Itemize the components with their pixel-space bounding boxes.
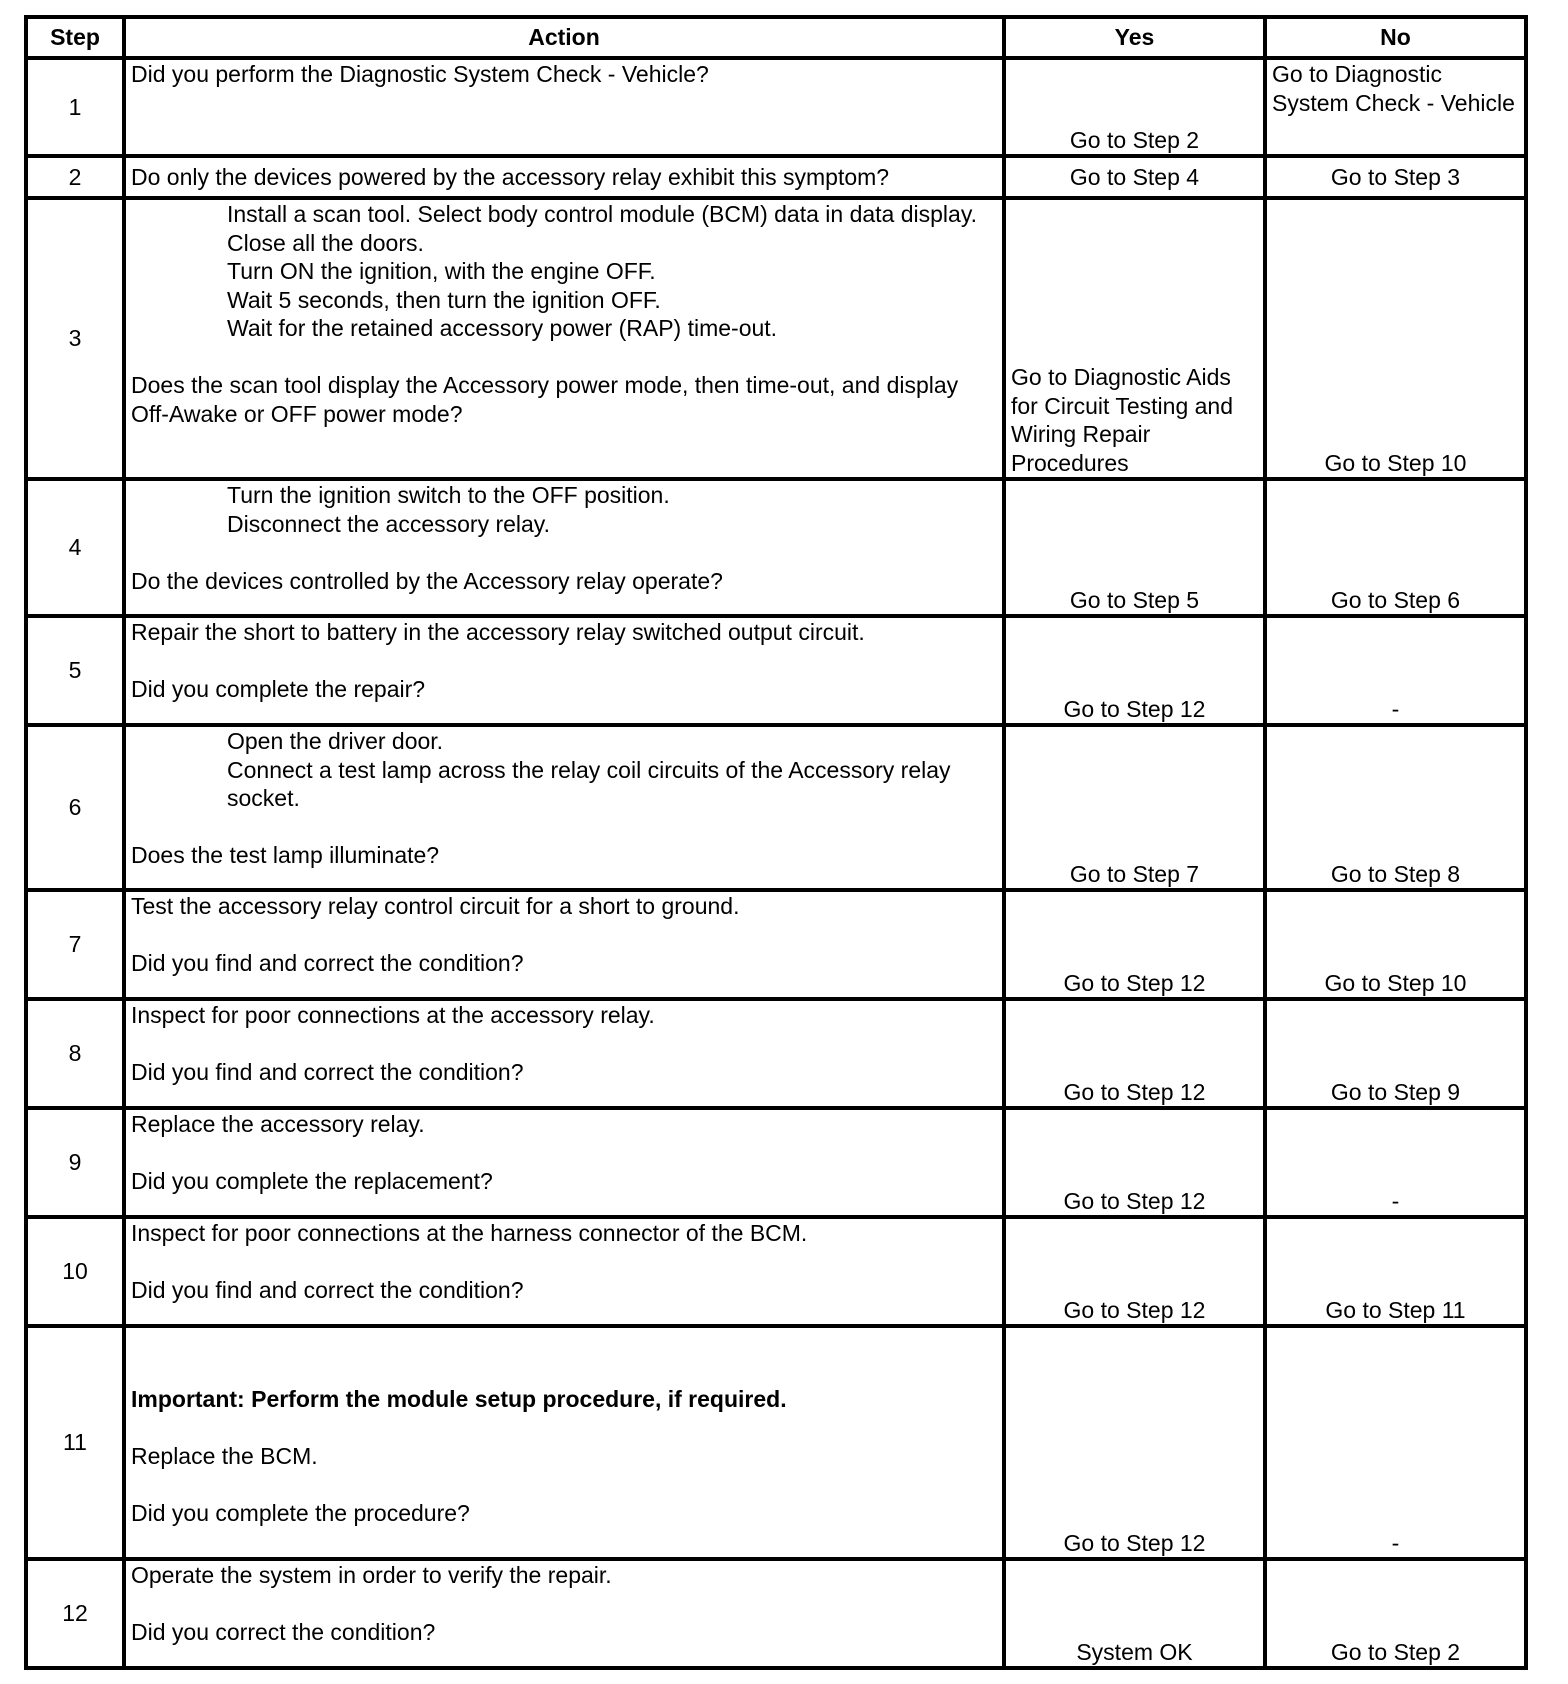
no-cell: - [1265, 1108, 1526, 1217]
action-text: Test the accessory relay control circuit for a short to ground. [131, 893, 740, 919]
spacer [131, 1139, 997, 1168]
spacer [131, 1357, 997, 1386]
spacer [131, 1414, 997, 1443]
yes-cell: Go to Step 7 [1004, 725, 1265, 890]
action-question: Does the scan tool display the Accessory power mode, then time-out, and display Off-Awake or OFF power mode? [131, 372, 959, 427]
step-number: 8 [26, 999, 124, 1108]
table-row [26, 999, 1526, 1108]
action-cell [124, 58, 1004, 156]
action-substep: Turn the ignition switch to the OFF position. [227, 482, 670, 508]
action-substep: Connect a test lamp across the relay coil circuits of the Accessory relay socket. [227, 756, 951, 811]
action-substep: Turn ON the ignition, with the engine OFF. [227, 258, 656, 284]
header-yes: Yes [1004, 17, 1265, 58]
step-number: 6 [26, 725, 124, 890]
action-substep: Wait 5 seconds, then turn the ignition OFF. [227, 286, 661, 313]
table-row [26, 890, 1526, 999]
action-question: Did you complete the procedure? [131, 1500, 470, 1526]
action-question: Did you complete the replacement? [131, 1168, 493, 1194]
action-question: Did you find and correct the condition? [131, 1059, 524, 1085]
yes-cell: Go to Step 12 [1004, 616, 1265, 725]
spacer [131, 647, 997, 676]
spacer [131, 813, 997, 842]
step-number: 2 [26, 156, 124, 198]
action-substep: Close all the doors. [227, 229, 424, 256]
yes-cell: Go to Step 12 [1004, 890, 1265, 999]
step-number: 9 [26, 1108, 124, 1217]
no-cell: Go to Step 8 [1265, 725, 1526, 890]
step-number: 3 [26, 198, 124, 479]
header-step: Step [26, 17, 124, 58]
action-question: Do the devices controlled by the Accessory relay operate? [131, 567, 723, 594]
action-cell [124, 1108, 1004, 1217]
step-number: 1 [26, 58, 124, 156]
table-row [26, 198, 1526, 479]
yes-cell: Go to Step 12 [1004, 999, 1265, 1108]
action-text: Repair the short to battery in the accessory relay switched output circuit. [131, 619, 865, 645]
no-cell: - [1265, 1326, 1526, 1559]
step-number: 4 [26, 479, 124, 616]
no-cell: Go to Step 2 [1265, 1559, 1526, 1668]
action-text: Inspect for poor connections at the harness connector of the BCM. [131, 1220, 808, 1246]
step-number: 11 [26, 1326, 124, 1559]
action-substep: Disconnect the accessory relay. [227, 510, 550, 537]
action-cell [124, 1559, 1004, 1668]
step-number: 5 [26, 616, 124, 725]
action-text: Replace the accessory relay. [131, 1111, 425, 1137]
yes-cell: System OK [1004, 1559, 1265, 1668]
action-text: Inspect for poor connections at the accessory relay. [131, 1002, 655, 1028]
table-row [26, 58, 1526, 156]
table-row [26, 1326, 1526, 1559]
action-cell [124, 999, 1004, 1108]
action-cell [124, 1217, 1004, 1326]
table-row [26, 1559, 1526, 1668]
action-question: Did you complete the repair? [131, 676, 426, 702]
spacer [131, 1471, 997, 1500]
action-substep: Wait for the retained accessory power (RAP) time-out. [227, 315, 778, 341]
no-cell: Go to Step 11 [1265, 1217, 1526, 1326]
no-cell: Go to Step 10 [1265, 198, 1526, 479]
yes-cell: Go to Step 5 [1004, 479, 1265, 616]
action-substep: Install a scan tool. Select body control module (BCM) data in data display. [227, 201, 978, 227]
no-cell: Go to Step 10 [1265, 890, 1526, 999]
spacer [131, 538, 997, 567]
spacer [131, 1030, 997, 1059]
yes-cell: Go to Step 12 [1004, 1326, 1265, 1559]
yes-cell: Go to Step 4 [1004, 156, 1265, 198]
no-cell: Go to Step 9 [1265, 999, 1526, 1108]
yes-cell: Go to Step 12 [1004, 1217, 1265, 1326]
spacer [131, 343, 997, 372]
action-text: Do only the devices powered by the accessory relay exhibit this symptom? [131, 163, 890, 190]
table-row [26, 1217, 1526, 1326]
yes-cell: Go to Diagnostic Aids for Circuit Testing and Wiring Repair Procedures [1004, 198, 1265, 479]
action-text: Replace the BCM. [131, 1443, 318, 1469]
table-row [26, 725, 1526, 890]
important-note: Important: Perform the module setup procedure, if required. [131, 1386, 787, 1412]
yes-cell: Go to Step 12 [1004, 1108, 1265, 1217]
diagnostic-table [24, 15, 1528, 1670]
no-cell: Go to Step 3 [1265, 156, 1526, 198]
action-cell [124, 479, 1004, 616]
action-cell [124, 156, 1004, 198]
table-row [26, 1108, 1526, 1217]
action-question: Did you correct the condition? [131, 1619, 436, 1645]
action-cell [124, 725, 1004, 890]
spacer [131, 1328, 997, 1357]
action-text: Did you perform the Diagnostic System Check - Vehicle? [131, 61, 709, 87]
no-cell: - [1265, 616, 1526, 725]
spacer [131, 1590, 997, 1619]
action-cell [124, 890, 1004, 999]
header-no: No [1265, 17, 1526, 58]
action-question: Does the test lamp illuminate? [131, 842, 440, 868]
step-number: 12 [26, 1559, 124, 1668]
header-action: Action [124, 17, 1004, 58]
action-cell [124, 198, 1004, 479]
no-cell: Go to Step 6 [1265, 479, 1526, 616]
action-text: Operate the system in order to verify the repair. [131, 1562, 612, 1588]
no-cell: Go to Diagnostic System Check - Vehicle [1265, 58, 1526, 156]
action-substep: Open the driver door. [227, 728, 444, 754]
table-row [26, 156, 1526, 198]
spacer [131, 1248, 997, 1277]
step-number: 10 [26, 1217, 124, 1326]
table-row [26, 479, 1526, 616]
table-row [26, 616, 1526, 725]
header-row [26, 17, 1526, 58]
step-number: 7 [26, 890, 124, 999]
yes-cell: Go to Step 2 [1004, 58, 1265, 156]
action-cell [124, 1326, 1004, 1559]
spacer [131, 921, 997, 950]
action-question: Did you find and correct the condition? [131, 950, 524, 976]
action-cell [124, 616, 1004, 725]
action-question: Did you find and correct the condition? [131, 1277, 524, 1303]
